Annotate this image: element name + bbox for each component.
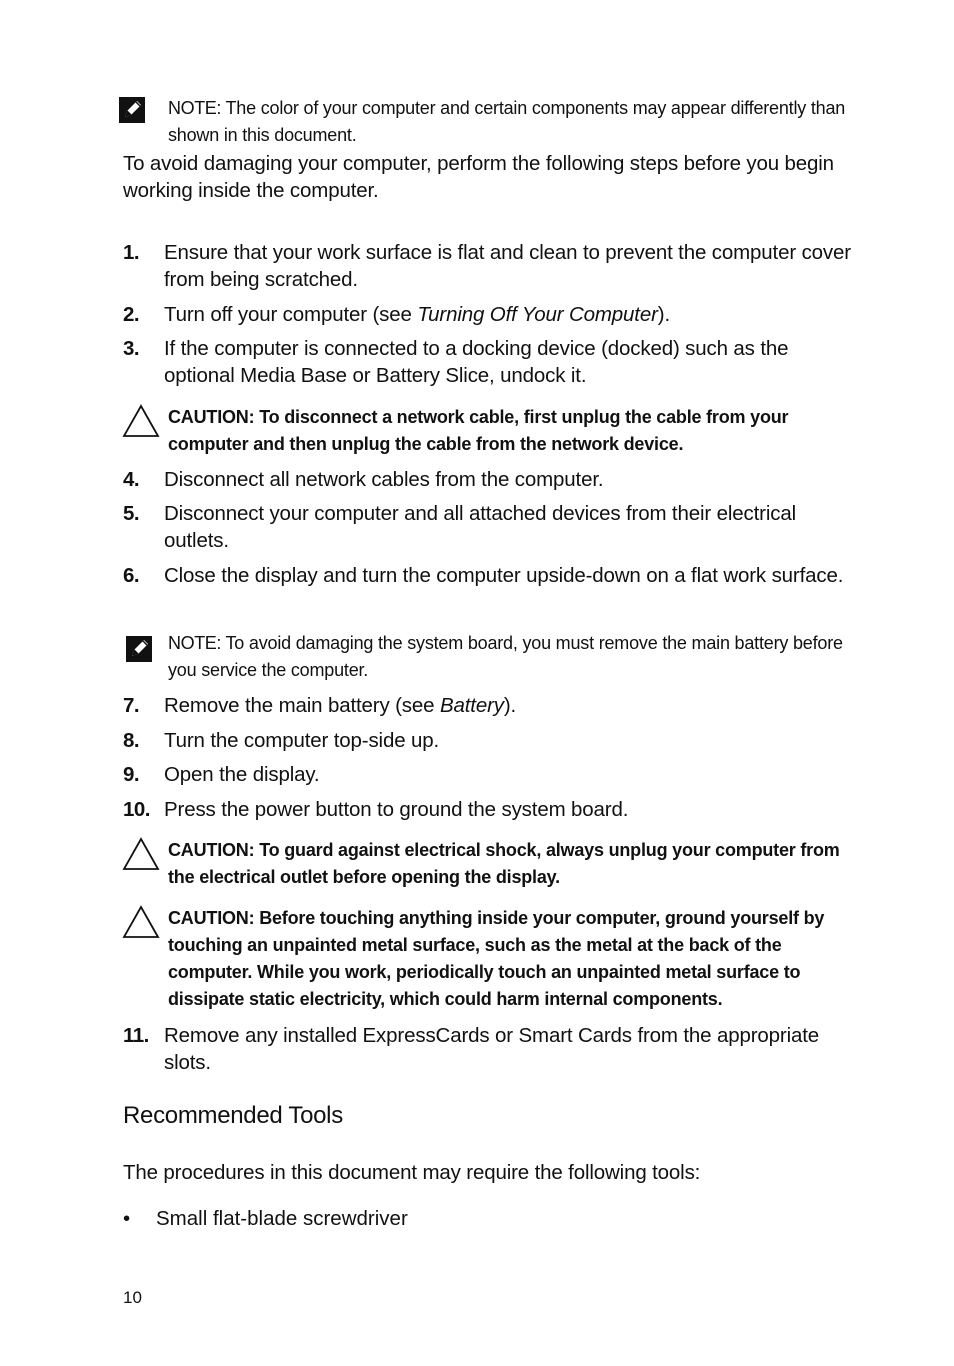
step-text-post: ). bbox=[503, 694, 517, 717]
step-number: 5. bbox=[123, 502, 140, 525]
cross-reference-link[interactable]: Battery bbox=[439, 694, 504, 717]
step-text: Close the display and turn the computer upside-down on a flat work surface. bbox=[164, 564, 844, 587]
step-text-post: ). bbox=[657, 303, 671, 326]
step-number: 1. bbox=[123, 241, 140, 264]
note-text bbox=[168, 630, 868, 684]
note-body: To avoid damaging the system board, you must remove the main battery before you service the computer. bbox=[168, 633, 843, 680]
cross-reference-link[interactable]: Turning Off Your Computer bbox=[417, 303, 658, 326]
note-body: The color of your computer and certain components may appear differently than shown in this document. bbox=[168, 98, 846, 145]
step-text-pre: Turn off your computer (see bbox=[164, 303, 418, 326]
caution-triangle-icon bbox=[122, 905, 160, 939]
step-number: 6. bbox=[123, 564, 140, 587]
caution-text: CAUTION: To guard against electrical shock, always unplug your computer from the electrical outlet before opening the display. bbox=[168, 840, 840, 887]
bullet-icon: • bbox=[123, 1207, 131, 1230]
step-text: Disconnect all network cables from the computer. bbox=[164, 468, 604, 491]
tools-intro: The procedures in this document may require the following tools: bbox=[123, 1161, 701, 1184]
step-text: If the computer is connected to a docking device (docked) such as the optional Media Base or Battery Slice, undock it. bbox=[164, 337, 789, 387]
step-text: Ensure that your work surface is flat and clean to prevent the computer cover from being scratched. bbox=[164, 241, 851, 291]
step-number: 10. bbox=[123, 798, 150, 821]
tool-name: Small flat-blade screwdriver bbox=[156, 1207, 408, 1230]
step-number: 4. bbox=[123, 468, 140, 491]
step-text: Open the display. bbox=[164, 763, 320, 786]
section-heading: Recommended Tools bbox=[123, 1102, 343, 1129]
step-text: Press the power button to ground the system board. bbox=[164, 798, 629, 821]
pencil-note-icon bbox=[118, 95, 148, 125]
caution-text: CAUTION: To disconnect a network cable, first unplug the cable from your computer and then unplug the cable from the network device. bbox=[168, 407, 789, 454]
page-number: 10 bbox=[123, 1288, 142, 1307]
step-text: Disconnect your computer and all attached devices from their electrical outlets. bbox=[164, 502, 796, 552]
step-number: 8. bbox=[123, 729, 140, 752]
step-number: 2. bbox=[123, 303, 140, 326]
caution-triangle-icon bbox=[122, 404, 160, 438]
intro-paragraph: To avoid damaging your computer, perform the following steps before you begin working inside the computer. bbox=[123, 152, 834, 202]
caution-text: CAUTION: Before touching anything inside your computer, ground yourself by touching an unpainted metal surface, such as the metal at the back of the computer. While you work, periodically touch an unpainted metal surface to dissipate static electricity, which could harm internal components. bbox=[168, 908, 825, 1009]
note-text bbox=[168, 95, 868, 149]
note-label: NOTE: bbox=[168, 98, 222, 118]
step-text bbox=[164, 692, 864, 719]
step-text-pre: Remove the main battery (see bbox=[164, 694, 440, 717]
step-number: 7. bbox=[123, 694, 140, 717]
step-text bbox=[164, 301, 864, 328]
step-text: Remove any installed ExpressCards or Smart Cards from the appropriate slots. bbox=[164, 1024, 820, 1074]
caution-triangle-icon bbox=[122, 837, 160, 871]
pencil-note-icon bbox=[125, 634, 155, 664]
step-number: 11. bbox=[123, 1024, 149, 1047]
note-label: NOTE: bbox=[168, 633, 222, 653]
step-number: 9. bbox=[123, 763, 140, 786]
step-text: Turn the computer top-side up. bbox=[164, 729, 440, 752]
step-number: 3. bbox=[123, 337, 140, 360]
